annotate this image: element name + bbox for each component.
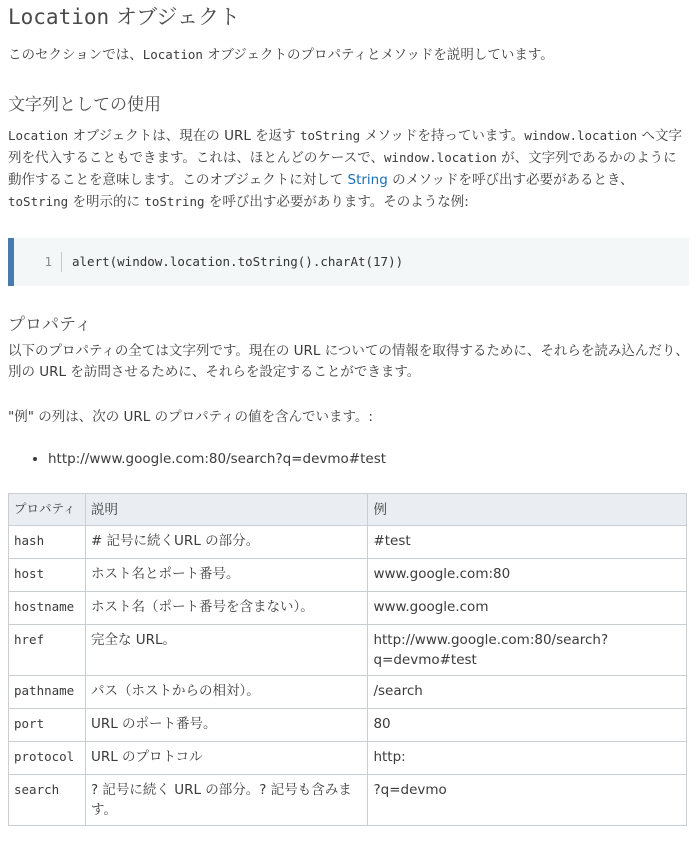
property-example: /search	[368, 676, 687, 709]
table-row	[9, 742, 687, 775]
example-column-note: "例" の列は、次の URL のプロパティの値を含んでいます。:	[8, 408, 373, 425]
code-line: alert(window.location.toString().charAt(17))	[72, 254, 404, 269]
property-description: ? 記号に続く URL の部分。? 記号も含みます。	[85, 775, 368, 826]
property-example: ?q=devmo	[368, 775, 687, 826]
inline-code: toString	[299, 127, 361, 143]
inline-code: toString	[144, 194, 205, 209]
inline-code: Location	[8, 127, 69, 143]
property-description: ホスト名（ポート番号を含まない）。	[85, 592, 368, 625]
column-header-property: プロパティ	[9, 494, 86, 526]
property-name: hostname	[9, 592, 86, 625]
title-text: オブジェクト	[109, 5, 240, 29]
inline-code: window.location	[383, 150, 497, 165]
paragraph-text: を明示的に	[68, 194, 145, 210]
inline-code: toString	[8, 194, 69, 209]
property-description: # 記号に続くURL の部分。	[85, 526, 368, 559]
table-row	[9, 625, 687, 676]
intro-paragraph	[8, 44, 689, 67]
property-example: 80	[368, 709, 687, 742]
property-description: URL のポート番号。	[85, 709, 368, 742]
table-row	[9, 709, 687, 742]
table-header-row	[9, 494, 687, 526]
property-name: protocol	[9, 742, 86, 775]
property-name: search	[9, 775, 86, 826]
column-header-example: 例	[368, 494, 687, 526]
column-header-description: 説明	[85, 494, 368, 526]
page-title	[8, 0, 689, 38]
title-code: Location	[8, 5, 110, 29]
section-heading-properties: プロパティ	[8, 314, 92, 335]
property-description: 完全な URL。	[85, 625, 368, 676]
table-row	[9, 526, 687, 559]
paragraph-text: のメソッドを呼び出す必要があるとき、	[387, 171, 634, 188]
inline-code: window.location	[524, 127, 638, 143]
table-row	[9, 775, 687, 826]
property-example: #test	[368, 526, 687, 559]
properties-table	[8, 493, 687, 826]
table-row	[9, 676, 687, 709]
property-example: www.google.com	[368, 592, 687, 625]
property-example: http://www.google.com:80/search?q=devmo#test	[368, 625, 687, 676]
table-row	[9, 592, 687, 625]
string-link[interactable]: String	[347, 171, 388, 188]
property-name: port	[9, 709, 86, 742]
property-example: http:	[368, 742, 687, 775]
property-name: pathname	[9, 676, 86, 709]
property-name: hash	[9, 526, 86, 559]
property-description: パス（ホストからの相対）。	[85, 676, 368, 709]
property-description: ホスト名とポート番号。	[85, 559, 368, 592]
example-url-list	[8, 449, 689, 470]
intro-text: オブジェクトのプロパティとメソッドを説明しています。	[202, 47, 554, 63]
code-line-number: 1	[14, 252, 62, 272]
property-name: host	[9, 559, 86, 592]
list-item: • http://www.google.com:80/search?q=devmo#test	[48, 449, 689, 470]
paragraph-text: を呼び出す必要があります。そのような例:	[204, 194, 469, 210]
paragraph-text: が、文字列であるかのように動作することを意味します。このオブジェクトに対して	[8, 150, 677, 188]
property-example: www.google.com:80	[368, 559, 687, 592]
paragraph-text: オブジェクトは、現在の URL を返す	[68, 127, 300, 144]
intro-text: このセクションでは、	[8, 47, 143, 63]
properties-paragraph: 以下のプロパティの全ては文字列です。現在の URL についての情報を取得するために、それらを読み込んだり、別の URL を訪問させるために、それらを設定することができます。	[8, 342, 689, 380]
property-name: href	[9, 625, 86, 676]
usage-paragraph	[8, 125, 689, 214]
table-row	[9, 559, 687, 592]
paragraph-text: へ文字列を代入することもできます。これは、ほとんどのケースで、	[8, 127, 682, 166]
paragraph-text: メソッドを持っています。	[360, 127, 525, 144]
code-block	[8, 238, 689, 286]
intro-code: Location	[142, 47, 203, 62]
property-description: URL のプロトコル	[85, 742, 368, 775]
section-heading-usage: 文字列としての使用	[8, 94, 161, 115]
